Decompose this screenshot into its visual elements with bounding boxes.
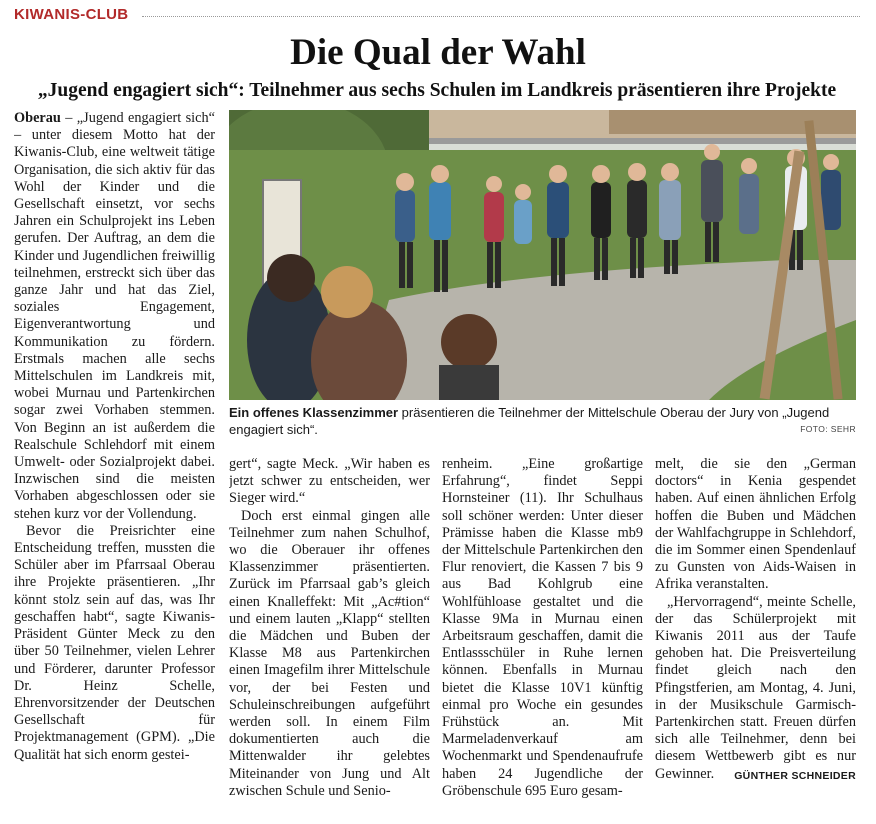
article-column-1 — [14, 110, 215, 805]
article-photo — [229, 110, 856, 400]
paragraph-text: – „Jugend engagiert sich“ – unter diesem Motto hat der Kiwanis-Club, eine weltweit tätige Organisation, die sich aktiv für das Wohl der Kinder und die Gesellschaft einsetzt, vor sechs Jahren ein Schulprojekt ins Leben gerufen. Der Auftrag, an dem die Kinder und Jugendlichen freiwillig teilnehmen, erstreckt sich über das ganze Jahr und hat das Ziel, soziales Engagement, Eigenverantwortung und Kommunikation zu fördern. Erstmals machen alle sechs Mittelschulen im Landkreis mit, wobei Murnau und Partenkirchen sogar zwei Vorhaben stemmen. Von Beginn an ist außerdem die Realschule Schlehdorf mit einem Umwelt- oder Sozialprojekt dabei. Inzwischen sind die meisten Vorhaben abgeschlossen oder sie stehen kurz vor der Vollendung. — [14, 110, 215, 522]
article-paragraph: Bevor die Preisrichter eine Entscheidung treffen, mussten die Schüler aber im Pfarrsaal Oberau ihre Projekte präsentieren. „Ihr könnt stolz sein auf das, was Ihr geschaffen habt“, sagte Kiwanis-Präsident Günter Meck zu den über 50 Teilnehmer, vielen Lehrer und Förderer, darunter Professor Dr. Heinz Schelle, Ehrenvorsitzender der Deutschen Gesellschaft für Projektmanagement (GPM). „Die Qualität hat sich enorm gestei- — [14, 522, 215, 763]
author-byline: GÜNTHER SCHNEIDER — [734, 769, 856, 782]
article-column-4 — [655, 456, 856, 805]
dateline: Oberau — [14, 110, 61, 126]
paragraph-text: „Hervorragend“, meinte Schelle, der das Schülerprojekt mit Kiwanis 2011 aus der Taufe gehoben hat. Die Preisverteilung findet gleich nach den Pfingstferien, am Montag, 4. Juni, in der Musikschule Garmisch-Partenkirchen statt. Freuen dürfen sich alle Teilnehmer, denn bei diesem Wettbewerb gibt es nur Gewinner. — [655, 593, 856, 782]
article-subheadline: „Jugend engagiert sich“: Teilnehmer aus sechs Schulen im Landkreis präsentieren ihre Projekte — [37, 80, 837, 101]
article-headline: Die Qual der Wahl — [290, 32, 586, 73]
article-column-3 — [442, 456, 643, 805]
article-paragraph — [14, 110, 215, 523]
caption-lead: Ein offenes Klassenzimmer — [229, 405, 399, 420]
article-paragraph: Doch erst einmal gingen alle Teilnehmer zum nahen Schulhof, wo die Oberauer ihr offenes Klassenzimmer präsentierten. Zurück im Pfarrsaal gab’s gleich einen Knalleffekt: Mit „Ac#tion“ und einem lauten „Klapp“ stellten die Mädchen und Buben der Klasse M8 aus Partenkirchen einen Imagefilm ihrer Mittelschule vor, der bei Festen und Schuleinschreibungen aufgeführt werden soll. In einem Film dokumentierten auch die Mittenwalder ihr gelebtes Miteinander von Jung und Alt zwischen Schule und Senio- — [229, 507, 430, 799]
photo-credit: FOTO: SEHR — [800, 424, 856, 434]
article-column-2 — [229, 456, 430, 805]
photo-caption — [229, 404, 856, 438]
article-paragraph: gert“, sagte Meck. „Wir haben es jetzt schwer zu entscheiden, wer Sieger wird.“ — [229, 456, 430, 507]
article-paragraph: renheim. „Eine großartige Erfahrung“, findet Seppi Hornsteiner (11). Ihr Schulhaus soll schöner werden: Unter dieser Prämisse haben die Klasse mb9 der Mittelschule Partenkirchen den Flur renoviert, die Kassen 7 bis 9 aus Bad Kohlgrub eine Wohlfühloase gestaltet und die Klasse 9Ma in Murnau einen Arbeitsraum geschaffen, damit die Entlassschüler in Ruhe lernen können. Ebenfalls in Murnau bietet die Klasse 10V1 künftig einmal pro Woche ein gesundes Frühstück an. Mit Marmeladenverkauf am Wochenmarkt und Spendenaufrufe haben 24 Jugendliche der Gröbenschule 695 Euro gesam- — [442, 456, 643, 799]
section-label: KIWANIS-CLUB — [14, 6, 129, 23]
article-paragraph: melt, die sie den „German doctors“ in Kenia gespendet haben. Auf einen ähnlichen Erfolg hoffen die Buben und Mädchen der Wahlfachgruppe in Schlehdorf, die im Sommer einen Spendenlauf zu Gunsten von Aids-Waisen in Afrika veranstalten. — [655, 456, 856, 593]
article-paragraph — [655, 594, 856, 783]
caption-text: präsentieren die Teilnehmer der Mittelschule Oberau der Jury von „Jugend engagiert sich“. — [229, 405, 830, 437]
rubric-divider — [142, 16, 860, 17]
schoolyard-photo-image — [229, 110, 856, 400]
section-rubric — [14, 6, 860, 28]
